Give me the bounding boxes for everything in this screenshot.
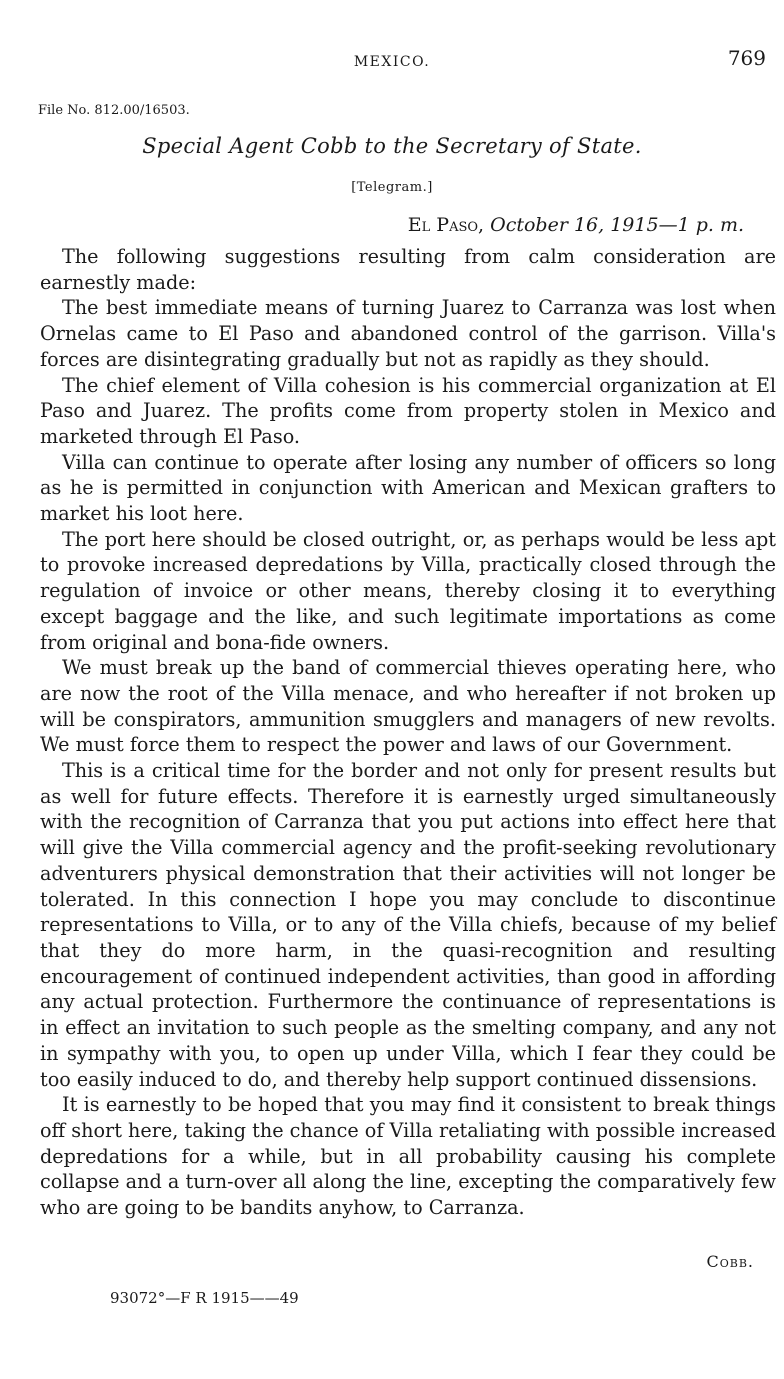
paragraph: The chief element of Villa cohesion is his commercial organization at El Paso and Juarez. The profits come from property stolen in Mexico and marketed through El Paso. [40,373,776,448]
paragraph: We must break up the band of commercial thieves operating here, who are now the root of the Villa menace, and who hereafter if not broken up will be conspirators, ammunition smugglers and managers of new revolts. We must force them to respect the power and laws of our Government. [40,656,776,757]
paragraph: Villa can continue to operate after losing any number of officers so long as he is permitted in conjunction with American and Mexican grafters to market his loot here. [40,450,776,526]
signature: Cobb. [706,1252,754,1271]
running-head: MEXICO. [353,54,431,70]
telegram-body [40,244,776,1221]
dateline [408,214,744,236]
page-number: 769 [727,46,766,70]
document-type: [Telegram.] [351,180,433,195]
paragraph: The best immediate means of turning Juarez to Carranza was lost when Ornelas came to El Paso and abandoned control of the garrison. Villa's forces are disintegrating gradually but not as rapidly as they should. [40,296,776,371]
paragraph: The port here should be closed outright, or, as perhaps would be less apt to provoke increased depredations by Villa, practically closed through the regulation of invoice or other means, thereby closing it to everything except baggage and the like, and such legitimate importations as come from original and bona-fide owners. [40,527,776,654]
file-number: File No. 812.00/16503. [38,103,190,118]
paragraph: It is earnestly to be hoped that you may find it consistent to break things off short here, taking the chance of Villa retaliating with possible increased depredations for a while, but in all probability causing his complete collapse and a turn-over all along the line, excepting the comparatively few who are going to be bandits anyhow, to Carranza. [40,1093,776,1220]
dateline-place: El Paso, [407,214,485,236]
paragraph: This is a critical time for the border and not only for present results but as well for future effects. Therefore it is earnestly urged simultaneously with the recognition of Carranza that you put actions into effect here that will give the Villa commercial agency and the profit-seeking revolutionary adventurers physical demonstration that their activities will not longer be tolerated. In this connection I hope you may conclude to discontinue representations to Villa, or to any of the Villa chiefs, because of my belief that they do more harm, in the quasi-recognition and resulting encouragement of continued independent activities, than good in affording any actual protection. Furthermore the continuance of representations is in effect an invitation to such people as the smelting company, and any not in sympathy with you, to open up under Villa, which I fear they could be too easily induced to do, and thereby help support continued dissensions. [40,759,776,1091]
dateline-date: October 16, 1915—1 p. m. [490,214,744,236]
document-title: Special Agent Cobb to the Secretary of State. [142,134,642,158]
page-header [0,46,784,76]
paragraph: The following suggestions resulting from calm consideration are earnestly made: [40,245,776,294]
print-footer: 93072°—F R 1915——49 [110,1289,299,1307]
